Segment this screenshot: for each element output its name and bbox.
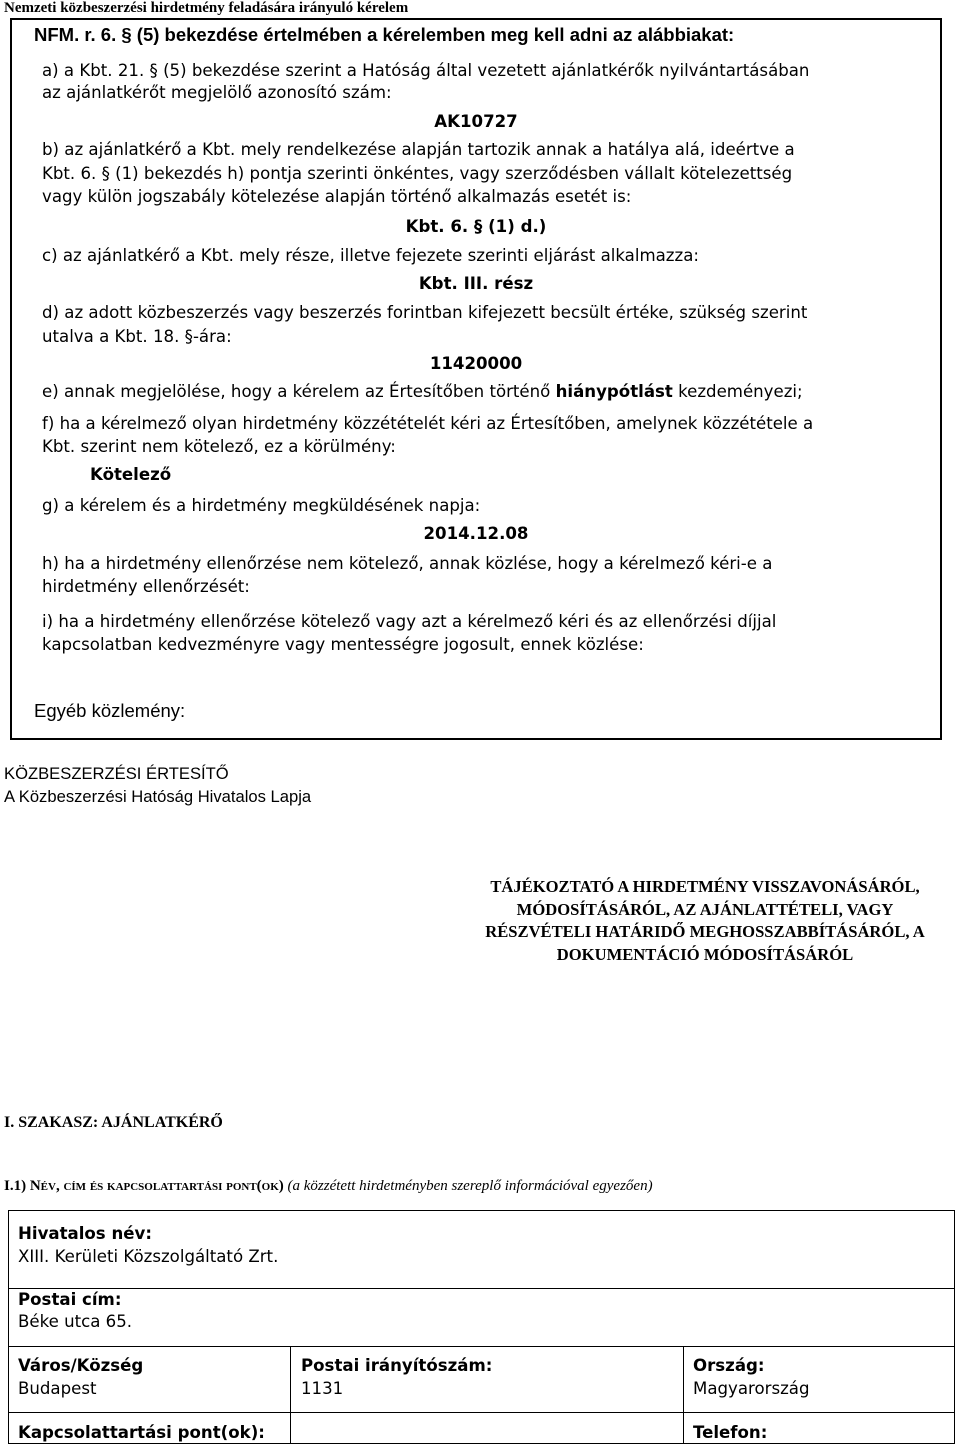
phone-label: Telefon: (693, 1423, 768, 1442)
item-e-bold: hiánypótlást (555, 382, 673, 401)
official-name-value: XIII. Kerületi Közszolgáltató Zrt. (18, 1247, 279, 1266)
item-a-value: AK10727 (434, 112, 518, 131)
item-b-line1: b) az ajánlatkérő a Kbt. mely rendelkezése alapján tartozik annak a hatálya alá, ideértve a (42, 140, 795, 159)
item-i-line1: i) ha a hirdetmény ellenőrzése kötelező vagy azt a kérelmező kéri és az ellenőrzési díjjal (42, 612, 777, 631)
item-h-line2: hirdetmény ellenőrzését: (42, 577, 250, 596)
form-divider (8, 1346, 955, 1347)
document-header: Nemzeti közbeszerzési hirdetmény feladására irányuló kérelem (4, 0, 409, 16)
item-g-line1: g) a kérelem és a hirdetmény megküldésének napja: (42, 496, 481, 515)
item-f-line1: f) ha a kérelmező olyan hirdetmény közzétételét kéri az Értesítőben, amelynek közzététele a (42, 414, 814, 433)
form-divider (683, 1346, 684, 1444)
contact-label: Kapcsolattartási pont(ok): (18, 1423, 265, 1442)
notice-title-line2: MÓDOSÍTÁSÁRÓL, AZ AJÁNLATTÉTELI, VAGY (516, 899, 894, 919)
contact-form (8, 1210, 955, 1444)
notice-title-line1: TÁJÉKOZTATÓ A HIRDETMÉNY VISSZAVONÁSÁRÓL, (490, 877, 920, 896)
item-d-line1: d) az adott közbeszerzés vagy beszerzés forintban kifejezett becsült értéke, szükség szerint (42, 303, 808, 322)
item-g-value: 2014.12.08 (423, 524, 529, 543)
item-a-line2: az ajánlatkérőt megjelölő azonosító szám: (42, 83, 392, 102)
item-b-value: Kbt. 6. § (1) d.) (405, 217, 547, 236)
item-f-line2: Kbt. szerint nem kötelező, ez a körülmény: (42, 437, 396, 456)
publisher-name: KÖZBESZERZÉSI ÉRTESÍTŐ (4, 764, 229, 783)
country-label: Ország: (693, 1356, 765, 1375)
item-i-line2: kapcsolatban kedvezményre vagy mentességre jogosult, ennek közlése: (42, 635, 644, 654)
item-d-value: 11420000 (429, 354, 523, 373)
section-subtitle-italic: (a közzétett hirdetményben szereplő információval egyezően) (283, 1178, 653, 1194)
country-value: Magyarország (693, 1379, 810, 1398)
item-f-value: Kötelező (90, 465, 172, 484)
item-a-line1: a) a Kbt. 21. § (5) bekezdése szerint a Hatóság által vezetett ajánlatkérők nyilvántartásában (42, 61, 810, 80)
zip-value: 1131 (301, 1379, 344, 1398)
official-name-label: Hivatalos név: (18, 1224, 152, 1243)
notice-title (452, 876, 958, 966)
section-title: I. SZAKASZ: AJÁNLATKÉRŐ (4, 1114, 223, 1131)
form-divider (8, 1288, 955, 1289)
item-b-line3: vagy külön jogszabály kötelezése alapján történő alkalmazás esetét is: (42, 187, 632, 206)
publisher-subtitle: A Közbeszerzési Hatóság Hivatalos Lapja (4, 787, 312, 806)
form-divider (8, 1412, 955, 1413)
other-notice-label: Egyéb közlemény: (34, 700, 186, 721)
item-b-line2: Kbt. 6. § (1) bekezdés h) pontja szerinti önkéntes, vagy szerződésben vállalt kötelezettség (42, 164, 793, 183)
postal-address-label: Postai cím: (18, 1290, 122, 1309)
item-e-prefix: e) annak megjelölése, hogy a kérelem az Értesítőben történő (42, 382, 556, 401)
item-c-line1: c) az ajánlatkérő a Kbt. mely része, illetve fejezete szerinti eljárást alkalmazza: (42, 246, 699, 265)
postal-address-value: Béke utca 65. (18, 1312, 133, 1331)
item-e-suffix: kezdeményezi; (672, 382, 803, 401)
item-e-line (42, 381, 803, 403)
item-d-line2: utalva a Kbt. 18. §-ára: (42, 327, 232, 346)
city-value: Budapest (18, 1379, 97, 1398)
city-label: Város/Község (18, 1356, 144, 1375)
section-subtitle-caps: Név, cím és kapcsolattartási pont(ok) (29, 1178, 284, 1194)
zip-label: Postai irányítószám: (301, 1356, 493, 1375)
request-heading: NFM. r. 6. § (5) bekezdése értelmében a kérelemben meg kell adni az alábbiakat: (34, 24, 735, 45)
form-divider (290, 1346, 291, 1444)
item-c-value: Kbt. III. rész (418, 274, 534, 293)
notice-title-line4: DOKUMENTÁCIÓ MÓDOSÍTÁSÁRÓL (556, 944, 854, 964)
notice-title-line3: RÉSZVÉTELI HATÁRIDŐ MEGHOSSZABBÍTÁSÁRÓL, A (485, 922, 925, 941)
item-h-line1: h) ha a hirdetmény ellenőrzése nem kötelező, annak közlése, hogy a kérelmező kéri-e a (42, 554, 773, 573)
section-subtitle-number: I.1) (4, 1178, 30, 1194)
section-subtitle (4, 1178, 653, 1195)
